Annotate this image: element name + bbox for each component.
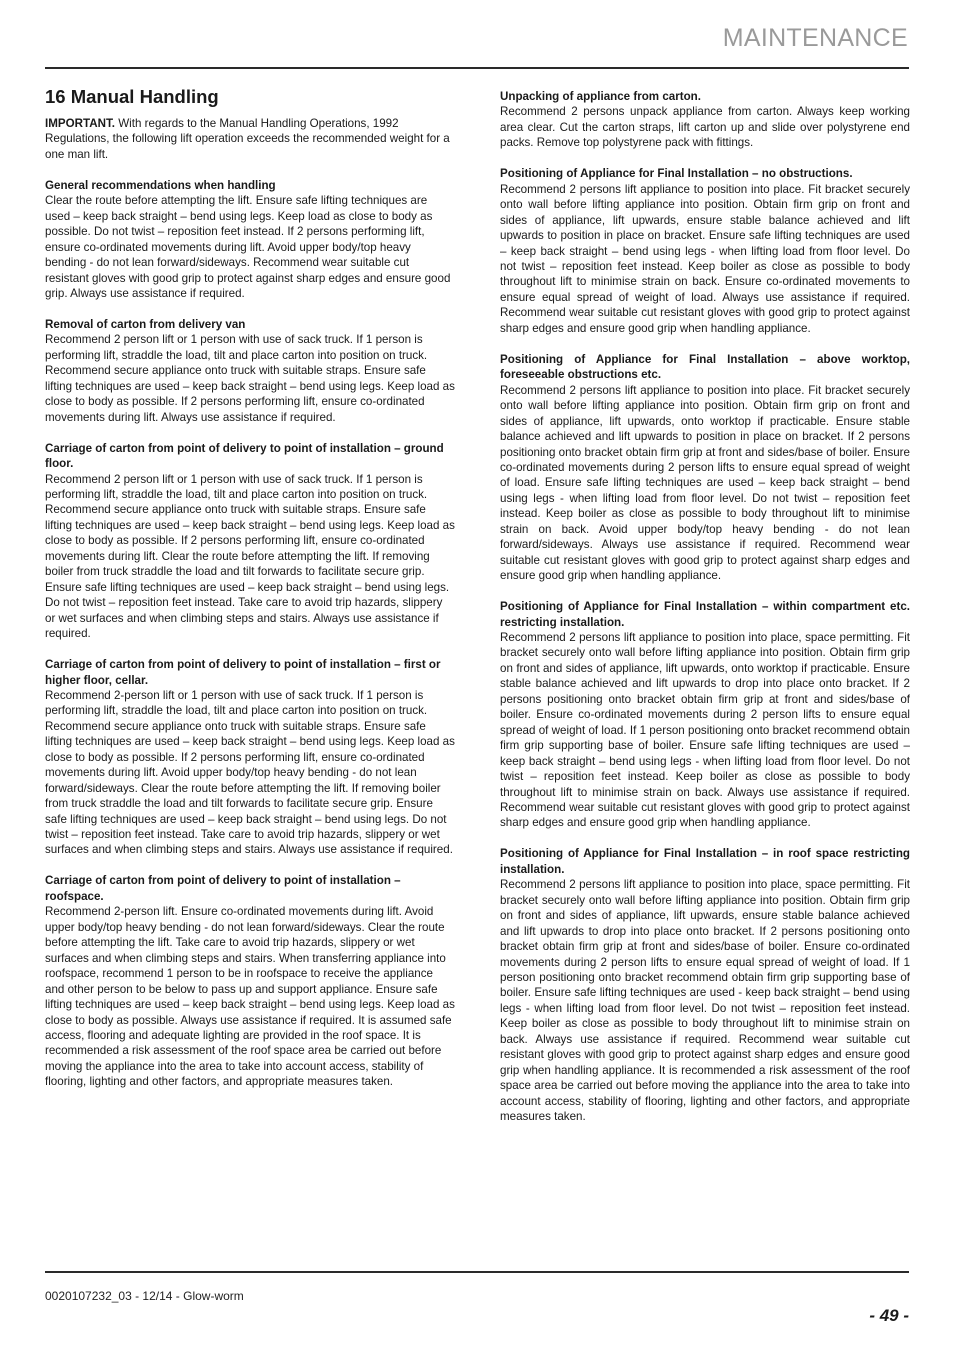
page-header-title: MAINTENANCE	[722, 24, 908, 52]
left-block	[45, 657, 455, 858]
block-body: Recommend 2 persons lift appliance to position into place, space permitting. Fit bracket securely onto wall before lifting appliance into position. Obtain firm grip on front and sides of appliance, lift upwards, ensure stable balance achieved and lift upwards to drop into place onto bracket. If 2 persons positioning onto bracket obtain firm grip at front and sides/base of boiler. Ensure co-ordinated movements during 2 person lifts to ensure equal spread of weight of load. If 1 person positioning onto bracket recommend obtain firm grip supporting base of boiler. Ensure safe lifting techniques are used - keep back straight – bend using legs - when lifting load from floor level. Do not twist – reposition feet instead. Keep boiler as close as possible to body throughout lift to minimise strain on back. Always use assistance if required. Recommend wear suitable cut resistant gloves with good grip to protect against sharp edges and ensure good grip when handling appliance. It is recommended a risk assessment of the roof space area be carried out before moving the appliance into the area to take into account access, stability of flooring, lighting and other factors, and appropriate measures taken.	[500, 878, 910, 1124]
block-heading: Positioning of Appliance for Final Installation – within compartment etc. restricting installation.	[500, 600, 910, 629]
important-label: IMPORTANT.	[45, 117, 115, 130]
block-heading: Unpacking of appliance from carton.	[500, 90, 701, 103]
right-block	[500, 89, 910, 151]
block-body: Recommend 2 persons lift appliance to position into place. Fit bracket securely onto wall before lifting appliance into position. Obtain firm grip on front and sides of appliance, lift upwards, onto worktop if practicable. Ensure stable balance achieved and lift upwards to position in place on bracket. If 2 persons positioning onto bracket obtain firm grip at front and sides/base of boiler. Ensure co-ordinated movements during 2 person lifts to ensure equal spread of weight of load. Ensure safe lifting techniques are used – keep back straight – bend using legs - when lifting load from floor level. Do not twist – reposition feet instead. Keep boiler as close as possible to body throughout lift to minimise strain on back. Avoid upper body/top heavy bending - do not lean forward/sideways. Always use assistance if required. Recommend wear suitable cut resistant gloves with good grip to protect against sharp edges and ensure good grip when handling appliance.	[500, 383, 910, 583]
section-title: 16 Manual Handling	[45, 86, 219, 107]
right-block	[500, 352, 910, 584]
block-heading: Positioning of Appliance for Final Installation – in roof space restricting installation.	[500, 847, 910, 876]
block-body: Recommend 2 person lift or 1 person with use of sack truck. If 1 person is performing lift, straddle the load, tilt and place carton into position on truck. Recommend secure appliance onto truck with suitable straps. Ensure safe lifting techniques are used – keep back straight – bend using legs. Keep load as close to body as possible. If 2 persons performing lift, ensure co-ordinated movements during lift. Clear the route before attempting the lift. If removing boiler from truck straddle the load and tilt forwards to facilitate secure grip. Ensure safe lifting techniques are used – keep back straight – bend using legs. Do not twist – reposition feet instead. Take care to avoid trip hazards, slippery or wet surfaces and when climbing steps and stairs. Always use assistance if required.	[45, 472, 455, 641]
footer-document-reference: 0020107232_03 - 12/14 - Glow-worm	[45, 1289, 244, 1303]
header-divider	[45, 67, 909, 69]
left-block	[45, 873, 455, 1089]
right-block	[500, 599, 910, 831]
block-body: Recommend 2 persons lift appliance to position into place. Fit bracket securely onto wall before lifting appliance into position. Obtain firm grip on front and sides of appliance, lift upwards, ensure stable balance achieved and lift upwards to position in place on bracket. Ensure safe lifting techniques are used – keep back straight – bend using legs - when lifting load from floor level. Do not twist – reposition feet instead. Keep boiler as close as possible to body throughout lift to minimise strain on back. Ensure co-ordinated movements to ensure equal spread of weight of load. Always use assistance if required. Recommend wear suitable cut resistant gloves with good grip to protect against sharp edges and ensure good grip when handling appliance.	[500, 182, 910, 335]
block-heading: Positioning of Appliance for Final Installation – no obstructions.	[500, 167, 853, 181]
important-note	[45, 116, 455, 162]
block-heading: Carriage of carton from point of delivery to point of installation – ground floor.	[45, 441, 444, 471]
right-block	[500, 166, 910, 336]
right-block	[500, 846, 910, 1124]
left-block	[45, 178, 455, 302]
block-heading: Removal of carton from delivery van	[45, 317, 246, 331]
block-heading: Carriage of carton from point of delivery to point of installation – roofspace.	[45, 874, 401, 903]
block-heading: General recommendations when handling	[45, 178, 276, 192]
left-block	[45, 317, 455, 425]
left-block	[45, 441, 455, 642]
page-number: - 49 -	[869, 1306, 909, 1325]
block-body: Recommend 2 person lift or 1 person with use of sack truck. If 1 person is performing lift, straddle the load, tilt and place carton into position on truck. Recommend secure appliance onto truck with suitable straps. Ensure safe lifting techniques are used – keep back straight – bend using legs. Keep load as close to body as possible. If 2 persons performing lift, ensure co-ordinated movements during lift. Always use assistance if required.	[45, 333, 455, 424]
block-body: Clear the route before attempting the lift. Ensure safe lifting techniques are used – keep back straight – bend using legs. Keep load as close to body as possible. Do not twist – reposition feet instead. If 2 persons performing lift, ensure co-ordinated movements during lift. Avoid upper body/top heavy bending - do not lean forward/sideways. Recommend wear suitable cut resistant gloves with good grip to protect against sharp edges and ensure good grip. Always use assistance if required.	[45, 194, 451, 301]
left-column	[45, 86, 455, 1105]
block-body: Recommend 2 persons unpack appliance from carton. Always keep working area clear. Cut the carton straps, lift carton up and slide over polystyrene end packs. Remove top polystyrene pack with fittings.	[500, 105, 910, 150]
block-body: Recommend 2 persons lift appliance to position into place, space permitting. Fit bracket securely onto wall before lifting appliance into position. Obtain firm grip on front and sides of appliance, lift upwards, onto worktop if practicable. Ensure stable balance achieved and lift upwards to drop into place onto bracket. If 2 persons positioning onto bracket obtain firm grip at front and sides/base of boiler. Ensure co-ordinated movements during 2 person lifts to ensure equal spread of weight of load. If 1 person positioning onto bracket recommend obtain firm grip supporting base of boiler. Ensure safe lifting techniques are used – keep back straight – bend using legs - when lifting load from floor level. Do not twist – reposition feet instead. Keep boiler as close as possible to body throughout lift to minimise strain on back. Always use assistance if required. Recommend wear suitable cut resistant gloves with good grip to protect against sharp edges and ensure good grip when handling appliance.	[500, 631, 910, 830]
block-heading: Carriage of carton from point of delivery to point of installation – first or higher floor, cellar.	[45, 658, 441, 687]
block-body: Recommend 2-person lift or 1 person with use of sack truck. If 1 person is performing lift, straddle the load, tilt and place carton into position on truck. Recommend secure appliance onto truck with suitable straps. Ensure safe lifting techniques are used – keep back straight – bend using legs. Keep load as close to body as possible. If 2 persons performing lift, ensure co-ordinated movements during lift. Avoid upper body/top heavy bending - do not lean forward/sideways. Clear the route before attempting the lift. If removing boiler from truck straddle the load and tilt forwards to facilitate secure grip. Ensure safe lifting techniques are used – keep back straight – bend using legs. Do not twist – reposition feet instead. Take care to avoid trip hazards, slippery or wet surfaces and when climbing steps and stairs. Always use assistance if required.	[45, 688, 455, 857]
important-text: With regards to the Manual Handling Operations, 1992 Regulations, the following lift operation exceeds the recommended weight for a one man lift.	[45, 117, 450, 161]
block-body: Recommend 2-person lift. Ensure co-ordinated movements during lift. Avoid upper body/top heavy bending - do not lean forward/sideways. Clear the route before attempting the lift. Take care to avoid trip hazards, slippery or wet surfaces and when climbing steps and stairs. When transferring appliance into roofspace, recommend 1 person to be in roofspace to receive the appliance and other person to be below to pass up and support appliance. Ensure safe lifting techniques are used – keep back straight – bend using legs. Keep load as close to body as possible. Always use assistance if required. It is assumed safe access, flooring and adequate lighting are provided in the roof space. It is recommended a risk assessment of the roof space area be carried out before moving the appliance into the area to take into account access, stability of flooring, lighting and other factors, and appropriate measures taken.	[45, 905, 455, 1089]
footer-divider	[45, 1271, 909, 1273]
right-column	[500, 89, 910, 1140]
block-heading: Positioning of Appliance for Final Installation – above worktop, foreseeable obstructions etc.	[500, 352, 910, 382]
